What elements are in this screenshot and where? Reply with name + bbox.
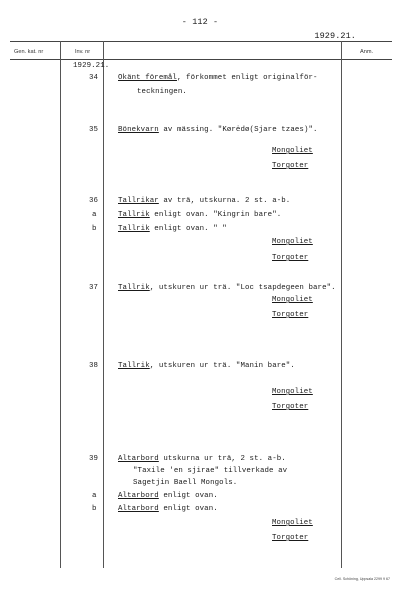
region-tag: Mongoliet <box>272 296 313 304</box>
entry-sub-letter: a <box>92 211 97 219</box>
entry-description: Altarbord enligt ovan. <box>118 505 218 513</box>
entry-description: Altarbord enligt ovan. <box>118 492 218 500</box>
region-tag: Mongoliet <box>272 147 313 155</box>
entry-description: Altarbord utskurna ur trä, 2 st. a-b. <box>118 455 286 463</box>
entry-number: 35 <box>89 126 99 134</box>
printer-imprint: Cell. Schöning, Uppsala 2299 9 67 <box>334 577 390 581</box>
object-name: Altarbord <box>118 505 159 513</box>
entry-sub-letter: b <box>92 505 97 513</box>
group-tag: Torgoter <box>272 311 309 319</box>
entry-number: 39 <box>89 455 99 463</box>
object-name: Altarbord <box>118 455 159 463</box>
object-name: Tallrik <box>118 284 150 292</box>
entry-description: Tallrikar av trä, utskurna. 2 st. a-b. <box>118 197 291 205</box>
group-reference: 1929.21. <box>73 62 110 70</box>
entry-description: Tallrik, utskuren ur trä. "Loc tsapdegeen bare". <box>118 284 336 292</box>
entry-description: Tallrik, utskuren ur trä. "Manin bare". <box>118 362 295 370</box>
object-name: Bönekvarn <box>118 126 159 134</box>
entry-description: Tallrik enligt ovan. "Kingrin bare". <box>118 211 282 219</box>
entry-number: 38 <box>89 362 99 370</box>
entry-description-cont: Sagetjin Baell Mongols. <box>133 479 238 487</box>
entry-description: Bönekvarn av mässing. "Kørėdø(Sjare tzaes)". <box>118 126 318 134</box>
reference-year: 1929.21. <box>314 31 356 41</box>
entry-sub-letter: a <box>92 492 97 500</box>
object-name: Tallrikar <box>118 197 159 205</box>
table-header-rule <box>10 59 392 60</box>
object-name: Tallrik <box>118 211 150 219</box>
entry-number: 34 <box>89 74 99 82</box>
region-tag: Mongoliet <box>272 519 313 527</box>
region-tag: Mongoliet <box>272 388 313 396</box>
entry-description: Tallrik enligt ovan. " " <box>118 225 227 233</box>
entry-sub-letter: b <box>92 225 97 233</box>
object-name: Tallrik <box>118 225 150 233</box>
region-tag: Mongoliet <box>272 238 313 246</box>
column-divider-anm <box>341 41 342 568</box>
table-top-rule <box>10 41 392 42</box>
column-header-gen: Gen. kat. nr <box>14 49 44 55</box>
page-number: - 112 - <box>181 17 219 27</box>
column-header-inv: Inv. nr <box>75 49 91 55</box>
entry-description: Okänt föremål, förkommet enligt originalför- <box>118 74 318 82</box>
entry-description-cont: teckningen. <box>137 88 187 96</box>
group-tag: Torgoter <box>272 254 309 262</box>
column-header-anm: Anm. <box>360 49 374 55</box>
column-divider-gen <box>60 41 61 568</box>
group-tag: Torgoter <box>272 162 309 170</box>
object-name: Altarbord <box>118 492 159 500</box>
column-divider-inv <box>103 41 104 568</box>
entry-number: 37 <box>89 284 99 292</box>
group-tag: Torgoter <box>272 403 309 411</box>
object-name: Okänt föremål <box>118 74 177 82</box>
entry-description-cont: "Taxile 'en sjirae" tillverkade av <box>133 467 288 475</box>
entry-number: 36 <box>89 197 99 205</box>
object-name: Tallrik <box>118 362 150 370</box>
group-tag: Torgoter <box>272 534 309 542</box>
